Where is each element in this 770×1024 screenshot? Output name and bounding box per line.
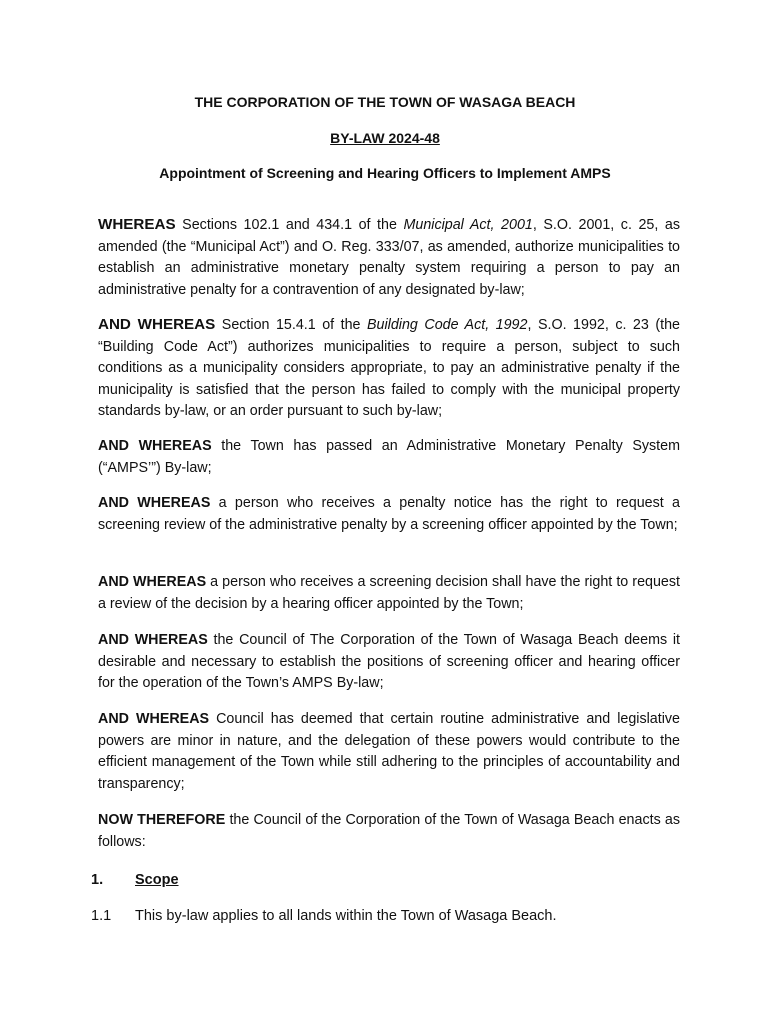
recital-3-text: the Town has passed an Administrative Monetary Penalty System (“AMPS’”) By-law; — [98, 438, 680, 476]
recital-4-lead: AND WHEREAS — [98, 495, 211, 511]
enacting-clause-lead: NOW THEREFORE — [98, 812, 226, 828]
recital-5 — [98, 572, 680, 615]
section-number: 1. — [91, 872, 104, 888]
recital-7-text: Council has deemed that certain routine administrative and legislative powers are minor in nature, and the delegation of these powers would contribute to the efficient management of the Town while still adhering to the principles of accountability and transparency; — [98, 711, 680, 792]
section-title: Scope — [135, 872, 179, 888]
clause-text: This by-law applies to all lands within the Town of Wasaga Beach. — [135, 908, 557, 924]
recital-3-lead: AND WHEREAS — [98, 438, 212, 454]
recital-7-lead: AND WHEREAS — [98, 711, 210, 727]
recital-1-act-title: Municipal Act, 2001 — [403, 217, 533, 233]
recital-6-text: the Council of The Corporation of the Town of Wasaga Beach deems it desirable and necessary to establish the positions of screening officer and hearing officer for the operation of the Town’s AMPS By-law; — [98, 632, 680, 691]
recital-4 — [98, 493, 680, 536]
recital-1-lead: WHEREAS — [98, 216, 176, 233]
recital-1-text-b: , S.O. 2001, c. 25, as amended (the “Municipal Act”) and O. Reg. 333/07, as amended, authorize municipalities to establish an administrative monetary penalty system requiring a person to pay an administrative penalty for a contravention of any designated by-law; — [98, 217, 680, 298]
enacting-clause — [98, 810, 680, 853]
recital-3 — [98, 436, 680, 479]
recital-5-text: a person who receives a screening decision shall have the right to request a review of the decision by a hearing officer appointed by the Town; — [98, 574, 680, 612]
bylaw-subject: Appointment of Screening and Hearing Officers to Implement AMPS — [159, 165, 611, 181]
enacting-clause-text: the Council of the Corporation of the Town of Wasaga Beach enacts as follows: — [98, 812, 680, 850]
corporation-heading: THE CORPORATION OF THE TOWN OF WASAGA BEACH — [194, 94, 576, 110]
recital-7 — [98, 709, 680, 795]
recital-2-text-a: Section 15.4.1 of the — [215, 317, 368, 333]
recital-1 — [98, 214, 680, 301]
recital-5-lead: AND WHEREAS — [98, 574, 207, 590]
recital-1-text-a: Sections 102.1 and 434.1 of the — [175, 217, 404, 233]
recital-4-text: a person who receives a penalty notice has the right to request a screening review of the administrative penalty by a screening officer appointed by the Town; — [98, 495, 680, 533]
bylaw-number: BY-LAW 2024-48 — [330, 130, 440, 146]
recital-2-lead: AND WHEREAS — [98, 316, 216, 333]
recital-2 — [98, 314, 680, 423]
recital-2-act-title: Building Code Act, 1992 — [367, 317, 528, 333]
recital-6 — [98, 630, 680, 695]
clause-number: 1.1 — [91, 908, 112, 924]
recital-6-lead: AND WHEREAS — [98, 632, 208, 648]
recital-2-text-b: , S.O. 1992, c. 23 (the “Building Code Act”) authorizes municipalities to require a person, subject to such conditions as a municipality considers appropriate, to pay an administrative penalty if the municipality is satisfied that the person has failed to comply with the municipal property standards by-law, or an order pursuant to such by-law; — [98, 317, 680, 419]
